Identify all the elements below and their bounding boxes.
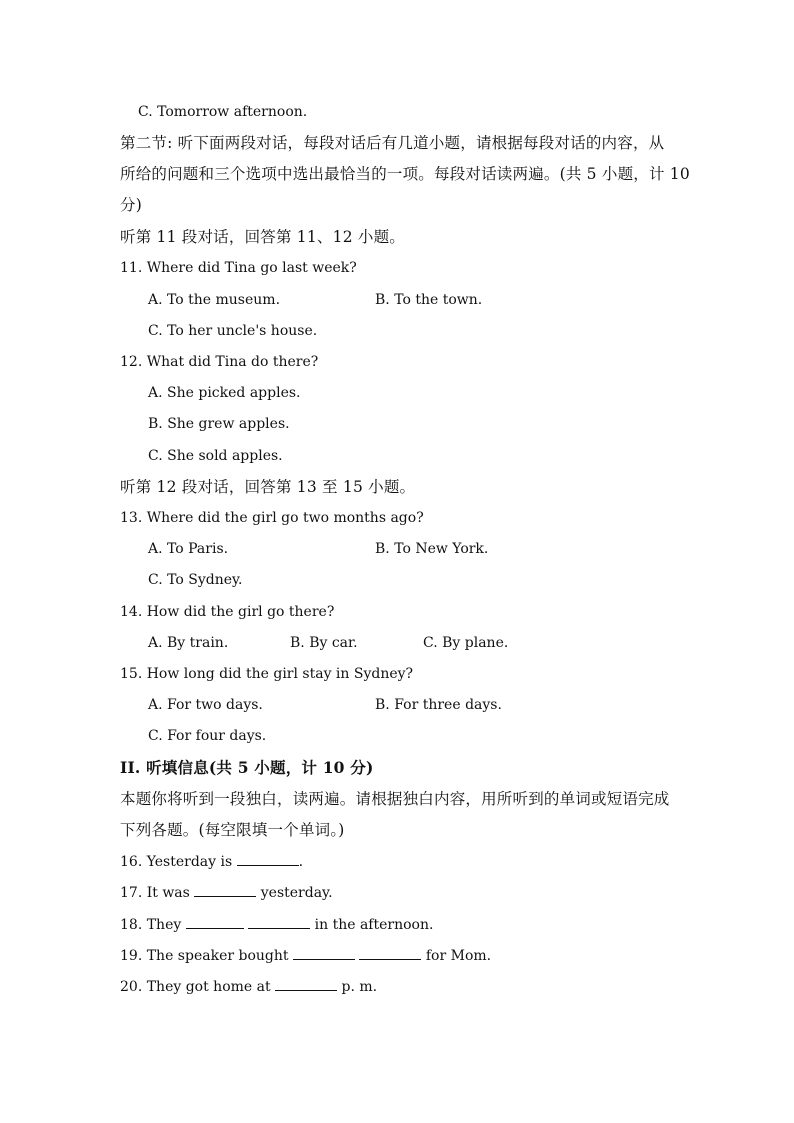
q20-prefix: 20. They got home at [120,979,271,995]
q17-prefix: 17. It was [120,885,190,901]
section-ii-heading: II. 听填信息(共 5 小题，计 10 分) [120,758,374,777]
q11-stem: 11. Where did Tina go last week? [120,260,357,276]
q11-option-c: C. To her uncle's house. [148,323,318,339]
q13-option-b: B. To New York. [375,541,489,557]
q11-option-b: B. To the town. [375,292,483,308]
q17-suffix: yesterday. [260,885,333,901]
q14-stem: 14. How did the girl go there? [120,604,335,620]
q18-prefix: 18. They [120,917,182,933]
q14-option-c: C. By plane. [423,635,509,651]
q14-option-b: B. By car. [290,635,358,651]
q19-blank-2[interactable] [359,945,421,960]
q16-blank[interactable] [237,851,299,866]
q20-suffix: p. m. [341,979,378,995]
q15-option-a: A. For two days. [148,697,263,713]
q18-blank-1[interactable] [186,914,244,929]
q18-blank-2[interactable] [248,914,310,929]
q12-option-c: C. She sold apples. [148,448,283,464]
q12-option-a: A. She picked apples. [148,385,301,401]
q16-prefix: 16. Yesterday is [120,854,233,870]
section2-instruction-line2: 所给的问题和三个选项中选出最恰当的一项。每段对话读两遍。(共 5 小题，计 10 [120,165,690,183]
q11-option-a: A. To the museum. [148,292,281,308]
q19-line [120,945,491,966]
section2-instruction-line3: 分) [120,196,142,214]
q17-blank[interactable] [194,882,256,897]
q13-option-c: C. To Sydney. [148,572,243,588]
q13-stem: 13. Where did the girl go two months ago? [120,510,424,526]
q19-prefix: 19. The speaker bought [120,948,289,964]
q17-line [120,882,333,903]
q13-option-a: A. To Paris. [148,541,229,557]
q16-suffix: . [298,854,304,870]
dialog11-intro: 听第 11 段对话，回答第 11、12 小题。 [120,228,405,246]
q16-line [120,851,303,872]
q18-suffix: in the afternoon. [314,917,434,933]
q15-option-b: B. For three days. [375,697,502,713]
q19-blank-1[interactable] [293,945,355,960]
section-ii-instruction-line2: 下列各题。(每空限填一个单词。) [120,821,345,839]
q15-option-c: C. For four days. [148,728,267,744]
q20-blank[interactable] [275,976,337,991]
q12-option-b: B. She grew apples. [148,416,290,432]
dialog12-intro: 听第 12 段对话，回答第 13 至 15 小题。 [120,478,416,496]
option-c-tomorrow: C. Tomorrow afternoon. [138,104,308,120]
q18-line [120,914,433,935]
section2-instruction-line1: 第二节: 听下面两段对话，每段对话后有几道小题，请根据每段对话的内容，从 [120,134,665,152]
q19-suffix: for Mom. [425,948,492,964]
section-ii-instruction-line1: 本题你将听到一段独白，读两遍。请根据独白内容，用所听到的单词或短语完成 [120,790,670,808]
q15-stem: 15. How long did the girl stay in Sydney? [120,666,414,682]
q20-line [120,976,377,997]
q12-stem: 12. What did Tina do there? [120,354,319,370]
q14-option-a: A. By train. [148,635,229,651]
